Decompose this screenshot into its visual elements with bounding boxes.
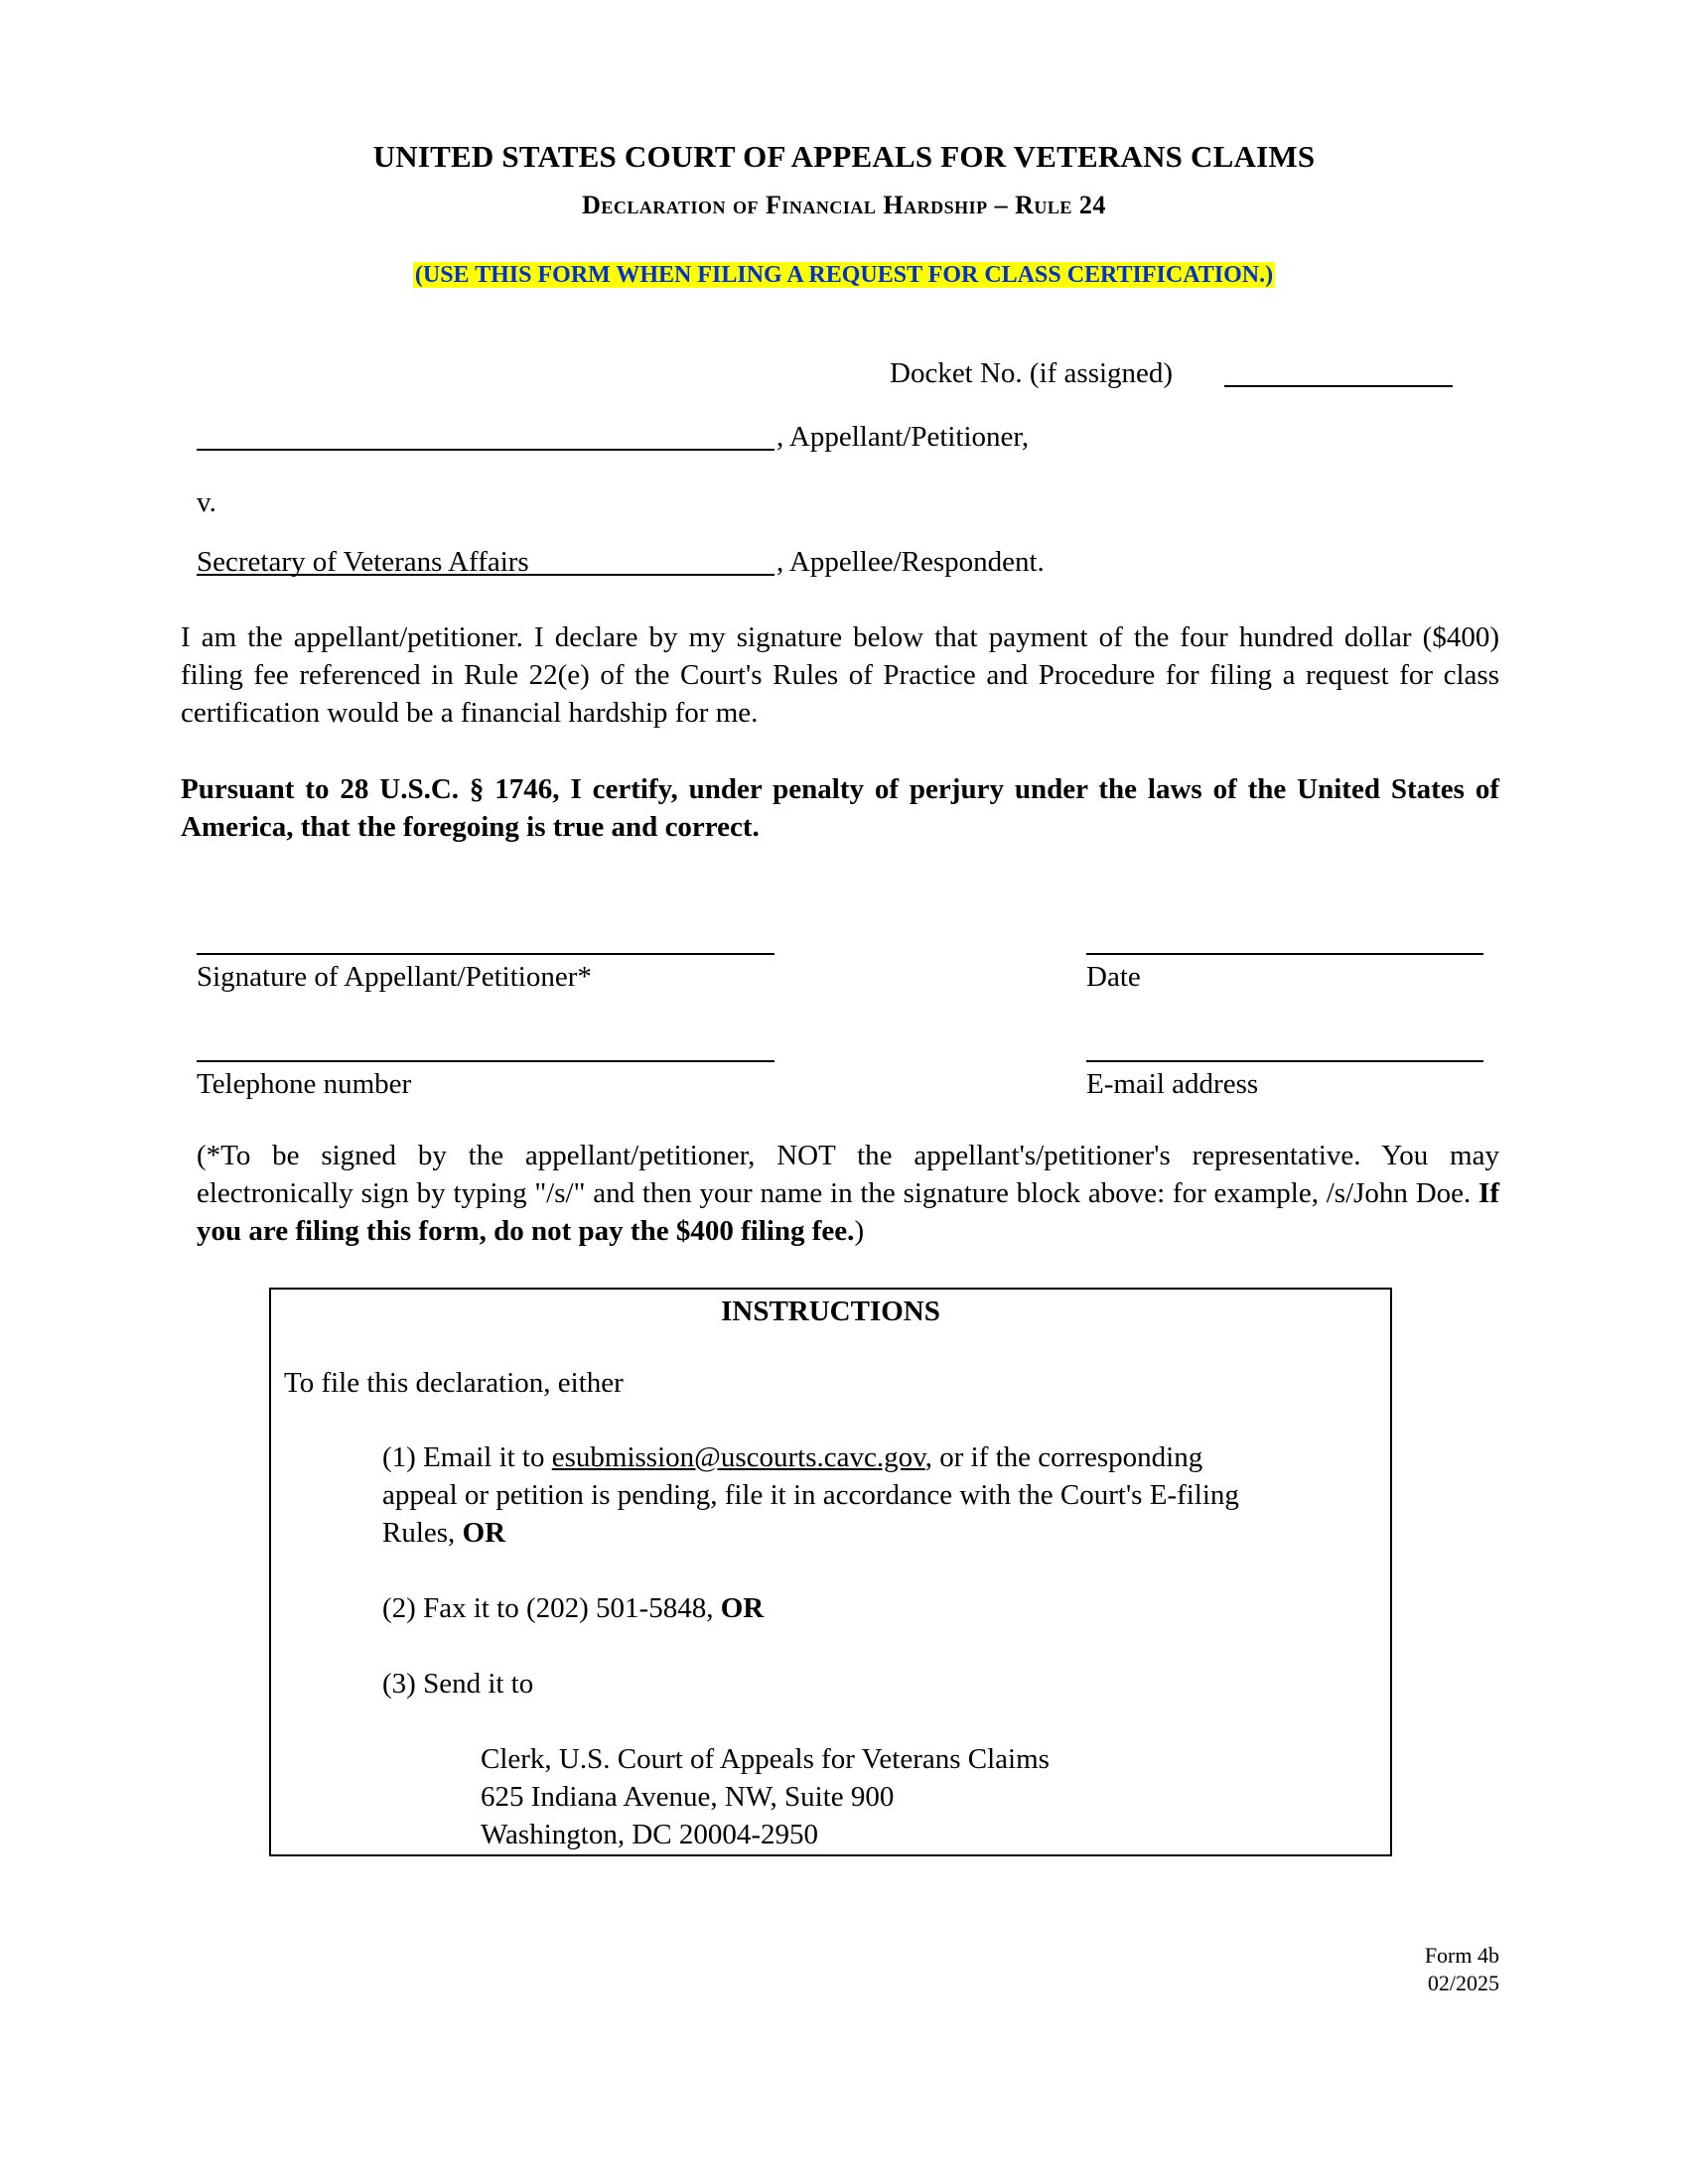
footnote-text: (*To be signed by the appellant/petitioner, NOT the appellant's/petitioner's representative. You may electronically sign by typing "/s/" and then your name in the signature block above: for example, /s/John Doe. <box>197 1140 1499 1209</box>
email-label: E-mail address <box>1086 1068 1259 1100</box>
option1-or: OR <box>462 1517 506 1549</box>
instructions-box <box>269 1288 1392 1856</box>
option1-line2: appeal or petition is pending, file it in accordance with the Court's E-filing <box>382 1479 1239 1511</box>
option1-prefix: (1) Email it to <box>382 1441 552 1473</box>
versus-label: v. <box>197 486 216 518</box>
address-line: Clerk, U.S. Court of Appeals for Veterans Claims <box>481 1743 1050 1775</box>
usage-note: (USE THIS FORM WHEN FILING A REQUEST FOR CLASS CERTIFICATION.) <box>414 262 1274 288</box>
appellee-name: Secretary of Veterans Affairs <box>197 546 529 578</box>
signature-footnote <box>197 1137 1499 1250</box>
option1-suffix: , or if the corresponding <box>924 1441 1203 1473</box>
form-revision-date: 02/2025 <box>1427 1971 1499 1995</box>
date-label: Date <box>1086 961 1141 993</box>
appellee-label: , Appellee/Respondent. <box>776 546 1045 578</box>
appellant-name-field[interactable] <box>197 449 774 451</box>
footnote-fee-warning: If you are filing this form, do not pay the $400 filing fee. <box>197 1177 1499 1247</box>
option2-text: (2) Fax it to (202) 501-5848, <box>382 1592 721 1624</box>
address-line: Washington, DC 20004-2950 <box>481 1819 819 1850</box>
form-number: Form 4b <box>1424 1943 1499 1968</box>
mailing-address <box>481 1740 1050 1853</box>
form-footer <box>1425 1942 1499 1997</box>
appellant-label: , Appellant/Petitioner, <box>776 421 1030 453</box>
address-line: 625 Indiana Avenue, NW, Suite 900 <box>481 1781 895 1813</box>
declaration-statement: I am the appellant/petitioner. I declare by my signature below that payment of the four hundred dollar ($400) filing fee referenced in Rule 22(e) of the Court's Rules of Practice and Procedure for filing a request for class certification would be a financial hardship for me. <box>181 621 1499 729</box>
signature-field[interactable] <box>197 953 774 955</box>
date-field[interactable] <box>1086 953 1483 955</box>
form-title: Declaration of Financial Hardship – Rule 24 <box>582 191 1106 219</box>
docket-number-field[interactable] <box>1224 385 1453 387</box>
option1-line3: Rules, <box>382 1517 463 1549</box>
email-field[interactable] <box>1086 1060 1483 1062</box>
option-email <box>382 1438 1239 1552</box>
footnote-close: ) <box>854 1215 865 1247</box>
option-fax <box>382 1589 764 1627</box>
option-mail: (3) Send it to <box>382 1668 534 1700</box>
submission-email-link[interactable]: esubmission@uscourts.cavc.gov <box>551 1441 925 1473</box>
signature-label: Signature of Appellant/Petitioner* <box>197 961 592 993</box>
court-title: UNITED STATES COURT OF APPEALS FOR VETERANS CLAIMS <box>372 139 1316 174</box>
instructions-intro: To file this declaration, either <box>284 1367 624 1399</box>
option2-or: OR <box>720 1592 765 1624</box>
perjury-certification: Pursuant to 28 U.S.C. § 1746, I certify, under penalty of perjury under the laws of the United States of America, that the foregoing is true and correct. <box>181 773 1499 843</box>
docket-label: Docket No. (if assigned) <box>890 357 1174 389</box>
instructions-title: INSTRUCTIONS <box>721 1296 940 1327</box>
telephone-label: Telephone number <box>197 1068 412 1100</box>
telephone-field[interactable] <box>197 1060 774 1062</box>
usage-note-wrapper <box>0 262 1688 289</box>
